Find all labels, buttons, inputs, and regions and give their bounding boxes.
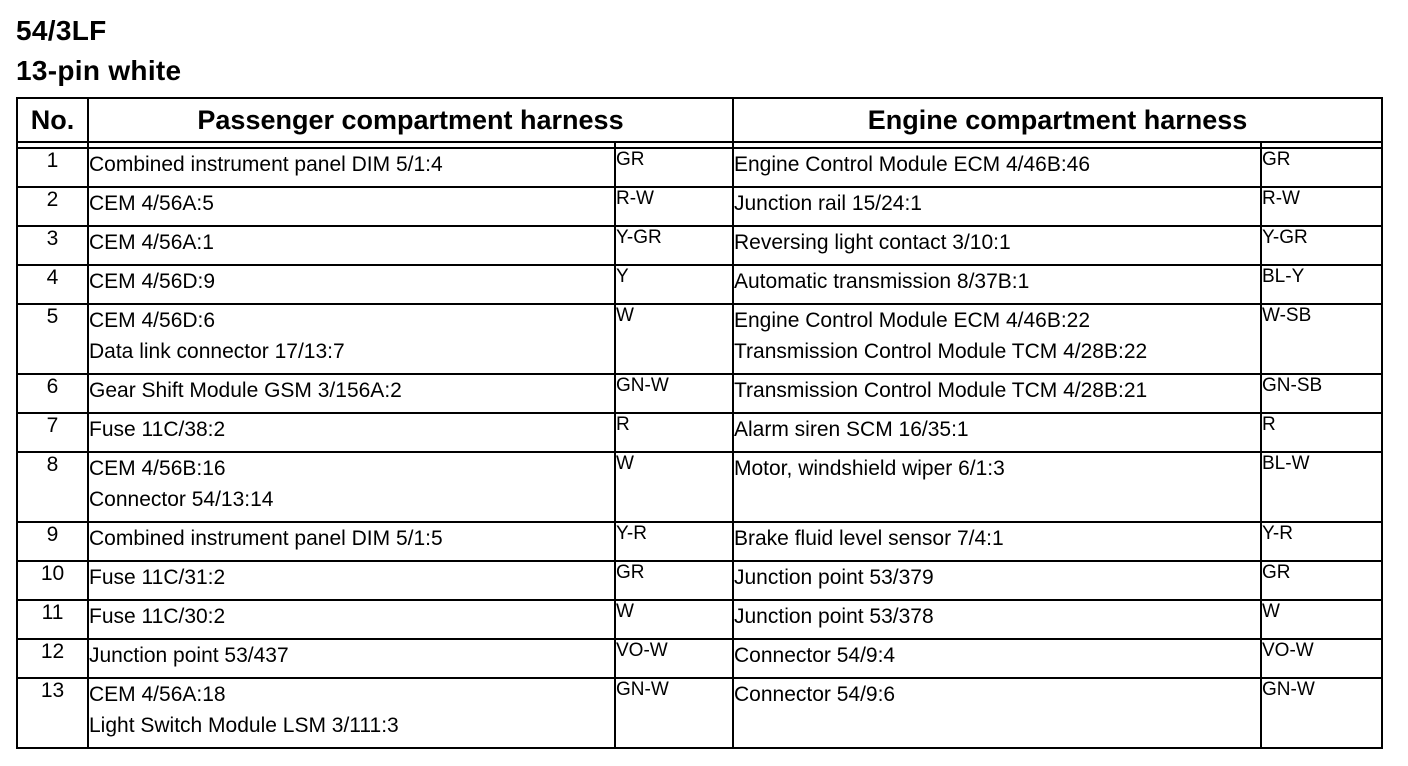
engine-connection — [733, 304, 1261, 374]
engine-connection-line: Brake fluid level sensor 7/4:1 — [734, 527, 1004, 550]
engine-wire-color: VO-W — [1261, 639, 1382, 678]
pin-number: 7 — [17, 413, 88, 452]
engine-wire-color: R-W — [1261, 187, 1382, 226]
pin-number: 10 — [17, 561, 88, 600]
header-engine: Engine compartment harness — [733, 98, 1382, 142]
engine-connection-line: Engine Control Module ECM 4/46B:46 — [734, 153, 1091, 176]
passenger-wire-color: W — [615, 452, 733, 522]
passenger-connection — [88, 374, 615, 413]
passenger-wire-color: GR — [615, 561, 733, 600]
engine-connection — [733, 639, 1261, 678]
table-row — [17, 413, 1382, 452]
passenger-connection — [88, 226, 615, 265]
engine-connection — [733, 265, 1261, 304]
engine-connection-line: Automatic transmission 8/37B:1 — [734, 270, 1030, 293]
passenger-connection-line: Fuse 11C/30:2 — [89, 605, 226, 628]
engine-wire-color: GR — [1261, 148, 1382, 187]
engine-wire-color: GN-SB — [1261, 374, 1382, 413]
engine-connection — [733, 452, 1261, 522]
table-row — [17, 148, 1382, 187]
table-row — [17, 226, 1382, 265]
pin-number: 5 — [17, 304, 88, 374]
engine-connection-line: Junction rail 15/24:1 — [734, 192, 922, 215]
passenger-wire-color: GR — [615, 148, 733, 187]
engine-wire-color: GR — [1261, 561, 1382, 600]
passenger-connection-line: Connector 54/13:14 — [89, 488, 274, 511]
table-row — [17, 639, 1382, 678]
pin-number: 2 — [17, 187, 88, 226]
passenger-connection — [88, 148, 615, 187]
table-row — [17, 187, 1382, 226]
table-row — [17, 678, 1382, 748]
engine-connection — [733, 413, 1261, 452]
table-row — [17, 265, 1382, 304]
passenger-connection — [88, 304, 615, 374]
passenger-connection-line: Combined instrument panel DIM 5/1:5 — [89, 527, 443, 550]
table-row — [17, 561, 1382, 600]
passenger-wire-color: Y-GR — [615, 226, 733, 265]
engine-connection-line: Connector 54/9:4 — [734, 644, 896, 667]
engine-connection — [733, 522, 1261, 561]
passenger-connection-line: Fuse 11C/31:2 — [89, 566, 226, 589]
engine-connection-line: Junction point 53/379 — [734, 566, 934, 589]
pin-number: 1 — [17, 148, 88, 187]
passenger-connection-line: Junction point 53/437 — [89, 644, 289, 667]
engine-connection — [733, 561, 1261, 600]
passenger-connection-line: CEM 4/56B:16 — [89, 457, 226, 480]
engine-connection — [733, 148, 1261, 187]
engine-connection-line: Alarm siren SCM 16/35:1 — [734, 418, 969, 441]
pin-number: 4 — [17, 265, 88, 304]
engine-connection-line: Reversing light contact 3/10:1 — [734, 231, 1011, 254]
engine-wire-color: R — [1261, 413, 1382, 452]
connector-id: 54/3LF — [16, 15, 107, 46]
passenger-wire-color: VO-W — [615, 639, 733, 678]
engine-wire-color: W — [1261, 600, 1382, 639]
table-body — [17, 148, 1382, 748]
passenger-connection-line: CEM 4/56A:1 — [89, 231, 214, 254]
header-no: No. — [17, 98, 88, 142]
pin-number: 11 — [17, 600, 88, 639]
engine-connection — [733, 600, 1261, 639]
connector-description: 13-pin white — [16, 55, 182, 86]
pin-number: 12 — [17, 639, 88, 678]
passenger-wire-color: Y-R — [615, 522, 733, 561]
pin-number: 6 — [17, 374, 88, 413]
engine-connection-line: Transmission Control Module TCM 4/28B:22 — [734, 340, 1148, 363]
passenger-wire-color: W — [615, 304, 733, 374]
engine-connection-line: Transmission Control Module TCM 4/28B:21 — [734, 379, 1148, 402]
passenger-connection — [88, 678, 615, 748]
engine-connection — [733, 226, 1261, 265]
passenger-connection-line: Combined instrument panel DIM 5/1:4 — [89, 153, 443, 176]
passenger-connection — [88, 187, 615, 226]
passenger-wire-color: W — [615, 600, 733, 639]
table-row — [17, 522, 1382, 561]
engine-wire-color: Y-GR — [1261, 226, 1382, 265]
passenger-connection — [88, 265, 615, 304]
passenger-connection-line: Fuse 11C/38:2 — [89, 418, 226, 441]
pin-number: 9 — [17, 522, 88, 561]
engine-connection-line: Connector 54/9:6 — [734, 683, 896, 706]
engine-wire-color: GN-W — [1261, 678, 1382, 748]
document-title — [16, 12, 181, 92]
passenger-connection — [88, 600, 615, 639]
passenger-wire-color: GN-W — [615, 678, 733, 748]
passenger-connection-line: CEM 4/56D:6 — [89, 309, 216, 332]
passenger-connection-line: Gear Shift Module GSM 3/156A:2 — [89, 379, 402, 402]
engine-connection-line: Motor, windshield wiper 6/1:3 — [734, 457, 1005, 480]
passenger-connection — [88, 452, 615, 522]
table-row — [17, 452, 1382, 522]
header-row — [17, 98, 1382, 142]
table-row — [17, 600, 1382, 639]
passenger-wire-color: R-W — [615, 187, 733, 226]
passenger-connection-line: Light Switch Module LSM 3/111:3 — [89, 714, 399, 737]
passenger-wire-color: Y — [615, 265, 733, 304]
passenger-connection-line: Data link connector 17/13:7 — [89, 340, 345, 363]
engine-connection — [733, 374, 1261, 413]
engine-wire-color: W-SB — [1261, 304, 1382, 374]
passenger-wire-color: GN-W — [615, 374, 733, 413]
passenger-connection — [88, 413, 615, 452]
header-passenger: Passenger compartment harness — [88, 98, 733, 142]
pin-number: 3 — [17, 226, 88, 265]
passenger-connection — [88, 561, 615, 600]
engine-connection-line: Engine Control Module ECM 4/46B:22 — [734, 309, 1091, 332]
engine-wire-color: BL-Y — [1261, 265, 1382, 304]
engine-connection-line: Junction point 53/378 — [734, 605, 934, 628]
passenger-connection — [88, 522, 615, 561]
table-row — [17, 304, 1382, 374]
engine-connection — [733, 678, 1261, 748]
passenger-connection-line: CEM 4/56D:9 — [89, 270, 216, 293]
pin-number: 8 — [17, 452, 88, 522]
passenger-wire-color: R — [615, 413, 733, 452]
passenger-connection-line: CEM 4/56A:5 — [89, 192, 214, 215]
engine-wire-color: BL-W — [1261, 452, 1382, 522]
pin-table — [16, 97, 1383, 749]
passenger-connection-line: CEM 4/56A:18 — [89, 683, 226, 706]
pin-number: 13 — [17, 678, 88, 748]
passenger-connection — [88, 639, 615, 678]
table-row — [17, 374, 1382, 413]
engine-wire-color: Y-R — [1261, 522, 1382, 561]
engine-connection — [733, 187, 1261, 226]
